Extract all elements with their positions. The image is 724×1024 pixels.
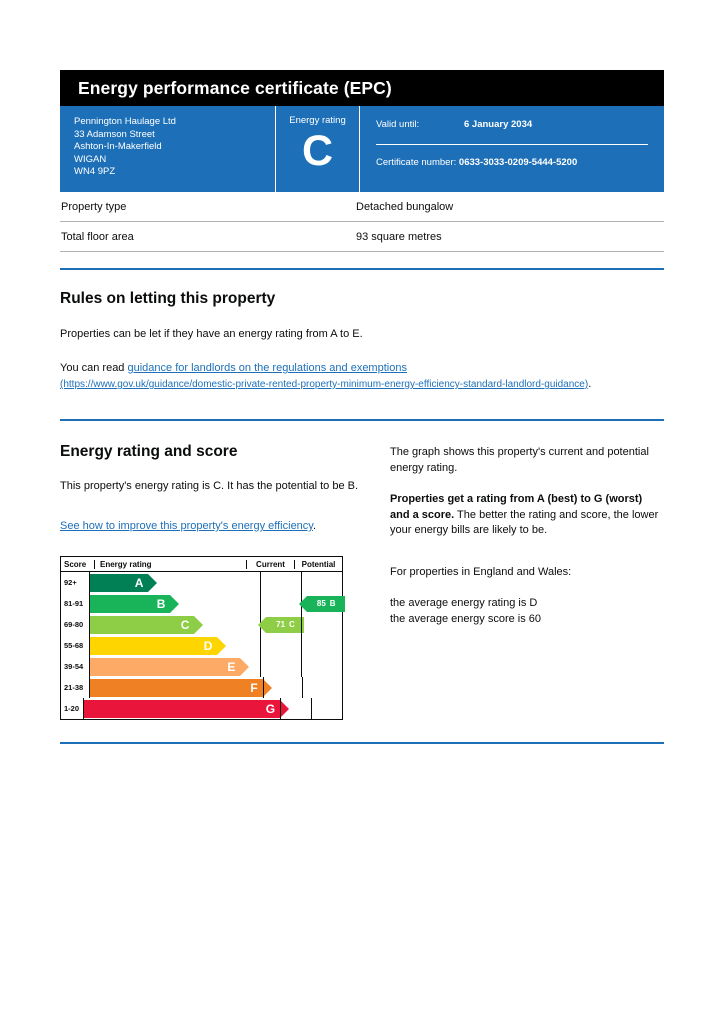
band-bar-arrow: [240, 658, 249, 676]
rating-scale-explanation: [390, 492, 664, 539]
column-header-score: Score: [64, 559, 87, 569]
detail-key: Total floor area: [61, 231, 134, 243]
current-rating-letter: C: [289, 620, 295, 629]
band-bar-cell: [89, 572, 260, 593]
epc-band-row: [61, 677, 342, 698]
potential-rating-cell: [302, 677, 342, 698]
address-line-3: Ashton-In-Makerfield: [74, 141, 162, 152]
certificate-number-value: 0633-3033-0209-5444-5200: [458, 157, 578, 168]
potential-rating-marker: [307, 596, 345, 612]
landlord-guidance-link[interactable]: guidance for landlords on the regulations and exemptions: [127, 362, 407, 374]
band-bar: D: [90, 637, 217, 655]
band-score-range: 69-80: [64, 620, 84, 629]
current-rating-marker: [266, 617, 304, 633]
band-bar-arrow: [170, 595, 179, 613]
meta-divider: [376, 144, 648, 145]
band-bar: G: [84, 700, 280, 718]
current-rating-cell: [263, 677, 303, 698]
band-bar-arrow: [148, 574, 157, 592]
improve-efficiency-link[interactable]: See how to improve this property's energy efficiency: [60, 520, 313, 532]
page-title: Energy performance certificate (EPC): [78, 77, 392, 98]
epc-document: [60, 0, 664, 744]
epc-graph-header: [61, 557, 342, 572]
band-bar-cell: [89, 593, 260, 614]
band-score-range: 21-38: [64, 683, 84, 692]
summary-band: [60, 106, 664, 192]
address-line-4: WIGAN: [74, 153, 107, 165]
potential-rating-cell: [301, 593, 342, 614]
band-score-range: 92+: [64, 578, 77, 587]
energy-rating-badge: [275, 106, 360, 192]
energy-rating-label: Energy rating: [289, 115, 346, 126]
rating-scale-rest: The better the rating and score, the lower your energy bills are likely to be.: [390, 508, 659, 536]
england-wales-averages: [390, 596, 664, 627]
certificate-number-label: Certificate number:: [376, 157, 457, 168]
energy-rating-heading: Energy rating and score: [60, 443, 238, 460]
detail-value: 93 square metres: [356, 231, 442, 243]
band-bar: B: [90, 595, 170, 613]
rating-scale-bold: Properties get a rating from A (best) to G (worst) and a score.: [390, 493, 643, 521]
energy-rating-left-column: [60, 443, 390, 720]
band-bar-arrow: [217, 637, 226, 655]
band-bar-cell: [89, 656, 260, 677]
guidance-trailing: .: [588, 378, 592, 390]
band-score-range: 1-20: [64, 704, 80, 713]
band-bar: C: [90, 616, 194, 634]
address-line-2: 33 Adamson Street: [74, 128, 155, 140]
band-bar-cell: [83, 698, 280, 719]
current-rating-cell: [260, 635, 301, 656]
epc-band-row: [61, 614, 342, 635]
epc-band-row: [61, 593, 342, 614]
potential-rating-letter: B: [329, 599, 336, 608]
landlord-guidance-url[interactable]: (https://www.gov.uk/guidance/domestic-private-rented-property-minimum-energy-efficiency-standard-landlord-guidance): [60, 379, 589, 390]
epc-band-row: [61, 698, 342, 719]
section-divider: [60, 268, 664, 270]
current-rating-cell: [260, 656, 301, 677]
band-bar: A: [90, 574, 148, 592]
document-title-bar: [60, 70, 664, 106]
band-bar-cell: [89, 677, 263, 698]
graph-explanation: The graph shows this property's current and potential energy rating.: [390, 446, 649, 474]
england-wales-intro: For properties in England and Wales:: [390, 565, 572, 578]
section-divider-2: [60, 419, 664, 421]
current-rating-cell: [260, 614, 301, 635]
potential-rating-cell: [311, 698, 342, 719]
letting-heading: Rules on letting this property: [60, 290, 276, 307]
column-header-current: Current: [246, 560, 294, 569]
epc-band-row: [61, 572, 342, 593]
improve-efficiency-suffix: .: [312, 520, 317, 532]
band-score-range: 55-68: [64, 641, 84, 650]
current-score-value: 71: [276, 620, 286, 629]
potential-rating-cell: [301, 635, 342, 656]
band-bar: F: [90, 679, 263, 697]
current-rating-cell: [280, 698, 311, 719]
detail-key: Property type: [61, 201, 127, 213]
valid-until-value: 6 January 2034: [464, 119, 533, 130]
detail-row-floor-area: [60, 222, 664, 252]
band-bar: E: [90, 658, 240, 676]
band-score-range: 81-91: [64, 599, 84, 608]
current-rating-cell: [260, 593, 301, 614]
band-bar-arrow: [194, 616, 203, 634]
epc-band-row: [61, 656, 342, 677]
energy-rating-grade: C: [301, 127, 334, 175]
valid-until-label: Valid until:: [376, 119, 420, 130]
bottom-divider: [60, 742, 664, 744]
potential-rating-cell: [301, 656, 342, 677]
epc-graph-body: [61, 572, 342, 719]
band-score-range: 39-54: [64, 662, 84, 671]
current-rating-cell: [260, 572, 301, 593]
potential-rating-cell: [301, 614, 342, 635]
energy-rating-right-column: [390, 443, 664, 720]
address-line-1: Pennington Haulage Ltd: [74, 116, 176, 127]
average-rating-line: the average energy rating is D: [390, 597, 538, 609]
potential-rating-cell: [301, 572, 342, 593]
certificate-meta: [360, 106, 664, 192]
potential-marker-arrow: [299, 596, 307, 612]
energy-rating-paragraph: This property's energy rating is C. It has the potential to be B.: [60, 480, 359, 492]
current-marker-arrow: [258, 617, 266, 633]
guidance-prefix: You can read: [60, 362, 128, 374]
letting-paragraph: Properties can be let if they have an energy rating from A to E.: [60, 328, 363, 340]
letting-guidance-paragraph: [60, 360, 664, 393]
detail-value: Detached bungalow: [356, 201, 454, 213]
improve-efficiency-paragraph: [60, 518, 390, 534]
average-score-line: the average energy score is 60: [390, 612, 542, 625]
epc-band-row: [61, 635, 342, 656]
detail-row-property-type: [60, 192, 664, 222]
column-header-energy-rating: Energy rating: [94, 560, 246, 569]
property-address: [60, 106, 275, 192]
band-bar-cell: [89, 635, 260, 656]
band-bar-cell: [89, 614, 260, 635]
potential-score-value: 85: [316, 599, 326, 608]
epc-graph: [60, 556, 343, 720]
address-line-5: WN4 9PZ: [74, 166, 116, 177]
energy-rating-section: [60, 443, 664, 720]
column-header-potential: Potential: [294, 560, 342, 569]
